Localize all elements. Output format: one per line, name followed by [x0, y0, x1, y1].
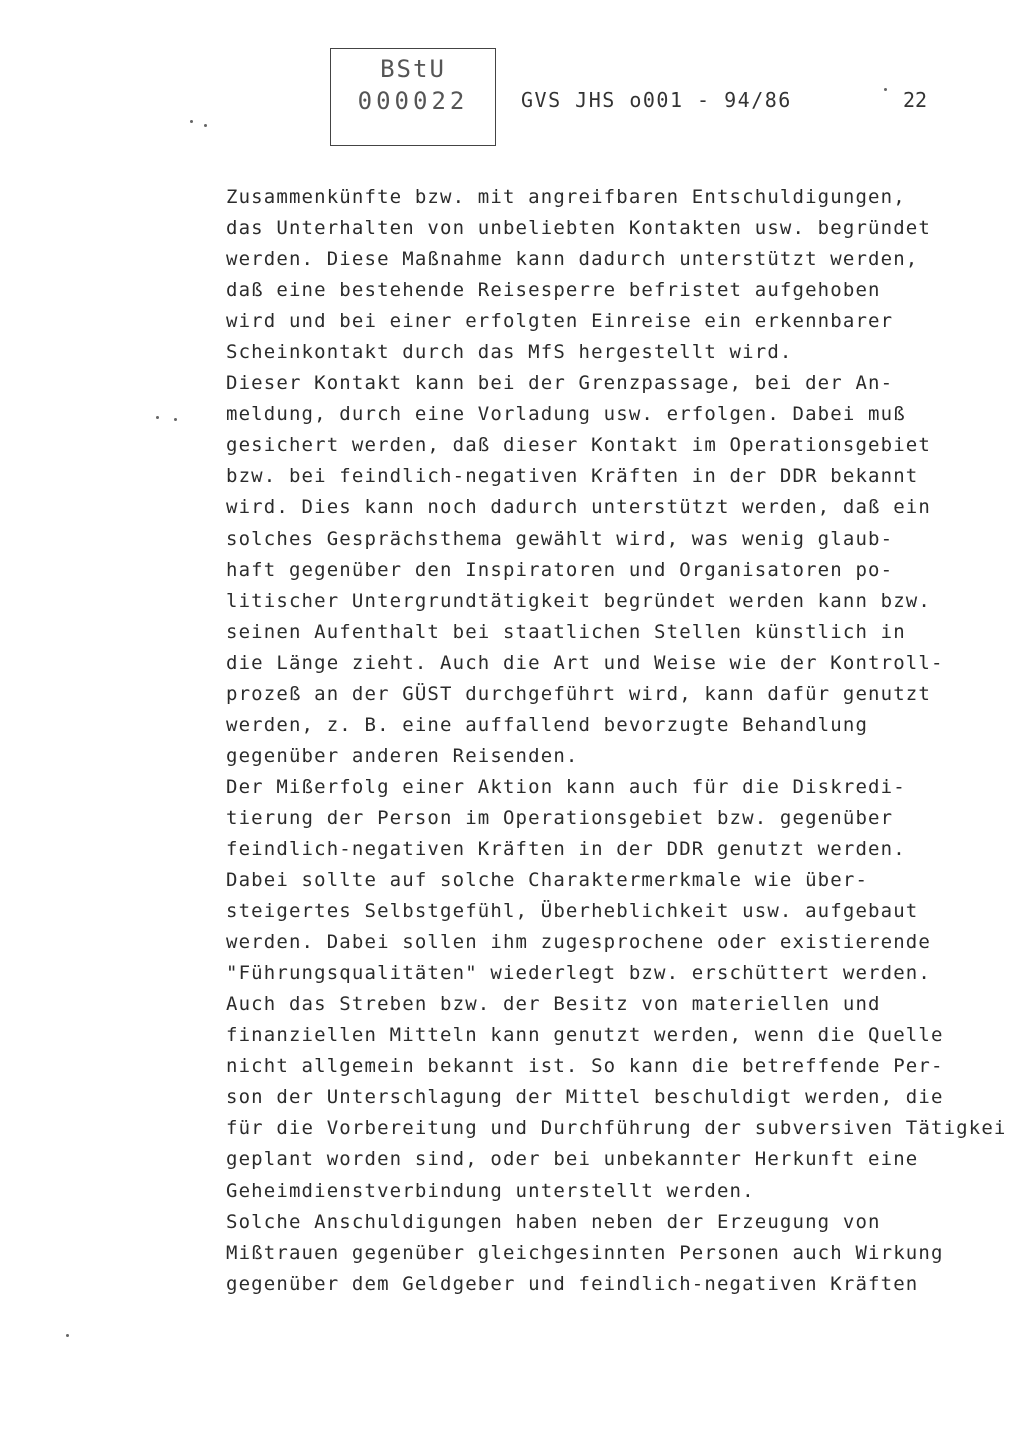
text-line: litischer Untergrundtätigkeit begründet werden kann bzw.: [226, 589, 931, 612]
text-line: son der Unterschlagung der Mittel beschuldigt werden, die: [226, 1086, 944, 1109]
text-line: Auch das Streben bzw. der Besitz von materiellen und: [226, 993, 881, 1016]
body-text: [226, 182, 1016, 1300]
text-line: für die Vorbereitung und Durchführung der subversiven Tätigkei: [226, 1117, 1007, 1140]
text-line: prozeß an der GÜST durchgeführt wird, kann dafür genutzt: [226, 682, 931, 705]
scan-speck: [204, 124, 207, 127]
text-line: gegenüber dem Geldgeber und feindlich-negativen Kräften: [226, 1272, 919, 1295]
text-line: gesichert werden, daß dieser Kontakt im Operationsgebiet: [226, 434, 931, 457]
text-line: feindlich-negativen Kräften in der DDR genutzt werden.: [226, 837, 906, 860]
stamp-archive-label: BStU: [380, 55, 446, 83]
text-line: die Länge zieht. Auch die Art und Weise wie der Kontroll-: [226, 651, 944, 674]
scan-speck: [884, 88, 887, 91]
text-line: haft gegenüber den Inspiratoren und Organisatoren po-: [226, 558, 894, 581]
text-line: Geheimdienstverbindung unterstellt werden.: [226, 1179, 755, 1202]
text-line: meldung, durch eine Vorladung usw. erfolgen. Dabei muß: [226, 403, 906, 426]
text-line: wird und bei einer erfolgten Einreise ein erkennbarer: [226, 310, 894, 333]
text-line: Zusammenkünfte bzw. mit angreifbaren Entschuldigungen,: [226, 186, 906, 208]
document-reference: GVS JHS o001 - 94/86: [521, 88, 792, 112]
text-line: nicht allgemein bekannt ist. So kann die betreffende Per-: [226, 1055, 944, 1078]
text-line: steigertes Selbstgefühl, Überheblichkeit usw. aufgebaut: [226, 900, 919, 923]
scan-speck: [190, 120, 193, 123]
text-line: Mißtrauen gegenüber gleichgesinnten Personen auch Wirkung: [226, 1241, 944, 1264]
text-line: Dabei sollte auf solche Charaktermerkmale wie über-: [226, 869, 869, 892]
text-line: das Unterhalten von unbeliebten Kontakten usw. begründet: [226, 217, 931, 240]
text-line: Solche Anschuldigungen haben neben der Erzeugung von: [226, 1210, 881, 1233]
scan-speck: [174, 418, 177, 421]
text-line: werden. Diese Maßnahme kann dadurch unterstützt werden,: [226, 248, 919, 271]
text-line: daß eine bestehende Reisesperre befristet aufgehoben: [226, 279, 881, 302]
text-line: wird. Dies kann noch dadurch unterstützt werden, daß ein: [226, 496, 931, 519]
stamp-sheet-number: 000022: [357, 87, 469, 115]
text-line: tierung der Person im Operationsgebiet bzw. gegenüber: [226, 806, 894, 829]
text-line: gegenüber anderen Reisenden.: [226, 744, 579, 767]
text-line: solches Gesprächsthema gewählt wird, was wenig glaub-: [226, 527, 894, 550]
text-line: Der Mißerfolg einer Aktion kann auch für die Diskredi-: [226, 775, 906, 798]
text-line: "Führungsqualitäten" wiederlegt bzw. erschüttert werden.: [226, 962, 931, 985]
scan-speck: [156, 416, 159, 419]
text-line: geplant worden sind, oder bei unbekannter Herkunft eine: [226, 1148, 919, 1171]
text-line: werden. Dabei sollen ihm zugesprochene oder existierende: [226, 931, 931, 954]
text-line: seinen Aufenthalt bei staatlichen Stellen künstlich in: [226, 620, 906, 643]
text-line: Dieser Kontakt kann bei der Grenzpassage, bei der An-: [226, 372, 894, 395]
page-number: 22: [903, 88, 928, 112]
text-line: bzw. bei feindlich-negativen Kräften in der DDR bekannt: [226, 465, 919, 488]
scan-speck: [66, 1334, 69, 1337]
text-line: Scheinkontakt durch das MfS hergestellt wird.: [226, 341, 793, 364]
text-line: werden, z. B. eine auffallend bevorzugte Behandlung: [226, 713, 869, 736]
text-line: finanziellen Mitteln kann genutzt werden, wenn die Quelle: [226, 1024, 944, 1047]
archive-stamp: [330, 48, 496, 146]
